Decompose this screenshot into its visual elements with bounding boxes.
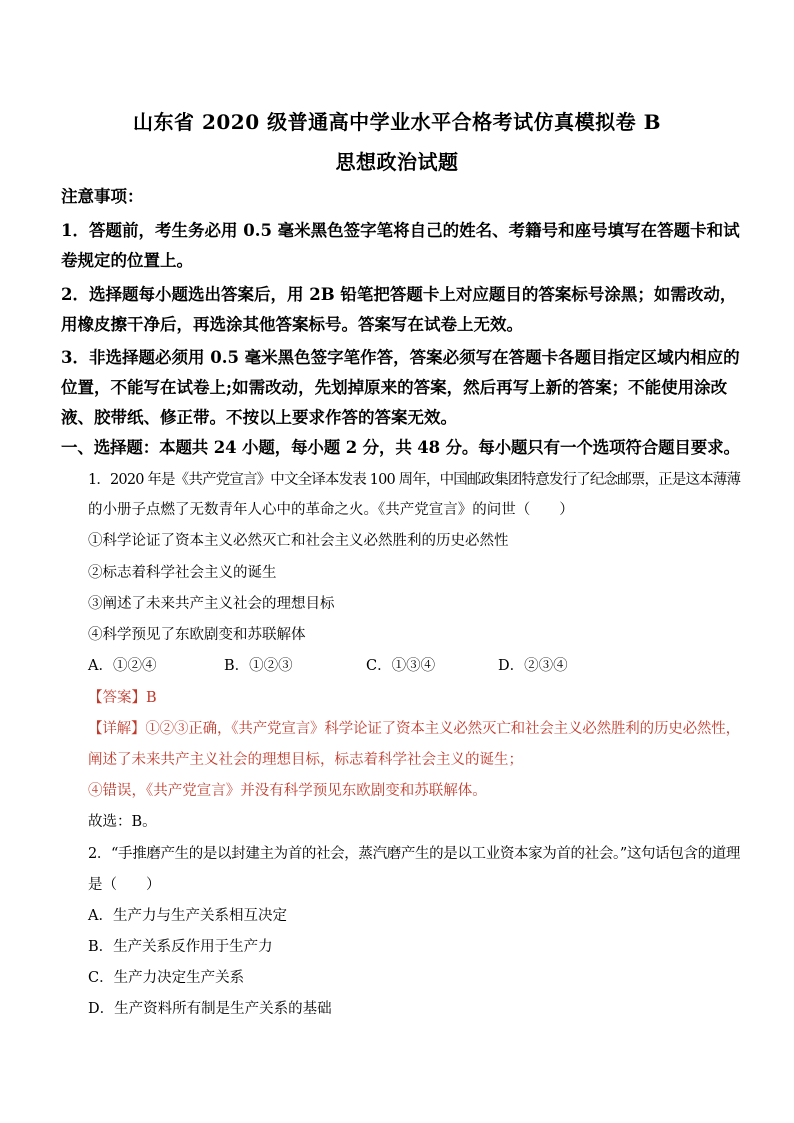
q2-option-c: C．生产力决定生产关系 <box>88 970 245 986</box>
notice-line: 液、胶带纸、修正带。不按以上要求作答的答案无效。 <box>61 408 457 427</box>
notice-line: 3．非选择题必须用 0.5 毫米黑色签字笔作答，答案必须写在答题卡各题目指定区域内相应的 <box>61 348 740 367</box>
q2-option-a: A．生产力与生产关系相互决定 <box>88 908 287 924</box>
q1-explanation: 阐述了未来共产主义社会的理想目标，标志着科学社会主义的诞生； <box>88 752 523 768</box>
q1-stem: 的小册子点燃了无数青年人心中的革命之火。《共产党宣言》的问世（ ） <box>88 502 574 518</box>
q1-option-b: B．①②③ <box>224 658 293 674</box>
section-heading: 一、选择题：本题共 24 小题，每小题 2 分，共 48 分。每小题只有一个选项符合题目要求。 <box>61 438 740 457</box>
q2-stem: 是（ ） <box>88 877 161 893</box>
q1-statement: ①科学论证了资本主义必然灭亡和社会主义必然胜利的历史必然性 <box>88 533 509 549</box>
notice-heading: 注意事项： <box>61 187 144 206</box>
q2-stem: 2．“手推磨产生的是以封建主为首的社会，蒸汽磨产生的是以工业资本家为首的社会。”这句话包含的道理 <box>88 846 741 862</box>
q1-conclusion: 故选：B。 <box>88 814 157 830</box>
notice-line: 卷规定的位置上。 <box>61 251 193 270</box>
exam-subtitle: 思想政治试题 <box>335 150 459 174</box>
q1-answer: 【答案】B <box>88 690 157 706</box>
q1-option-a: A．①②④ <box>88 658 157 674</box>
notice-line: 位置，不能写在试卷上;如需改动，先划掉原来的答案，然后再写上新的答案；不能使用涂改 <box>61 378 728 397</box>
q1-statement: ④科学预见了东欧剧变和苏联解体 <box>88 627 306 643</box>
notice-line: 用橡皮擦干净后，再选涂其他答案标号。答案写在试卷上无效。 <box>61 315 523 334</box>
notice-line: 2．选择题每小题选出答案后，用 2B 铅笔把答题卡上对应题目的答案标号涂黑；如需改动， <box>61 285 737 304</box>
exam-title: 山东省 2020 级普通高中学业水平合格考试仿真模拟卷 B <box>133 110 661 134</box>
q2-option-d: D．生产资料所有制是生产关系的基础 <box>88 1001 332 1017</box>
q1-statement: ③阐述了未来共产主义社会的理想目标 <box>88 596 335 612</box>
q1-option-c: C．①③④ <box>366 658 436 674</box>
q1-explanation: ④错误，《共产党宣言》并没有科学预见东欧剧变和苏联解体。 <box>88 783 487 799</box>
q1-statement: ②标志着科学社会主义的诞生 <box>88 565 277 581</box>
q1-option-d: D．②③④ <box>498 658 568 674</box>
q1-stem: 1．2020 年是《共产党宣言》中文全译本发表 100 周年，中国邮政集团特意发行了纪念邮票，正是这本薄薄 <box>88 472 741 488</box>
notice-line: 1．答题前，考生务必用 0.5 毫米黑色签字笔将自己的姓名、考籍号和座号填写在答题卡和试 <box>61 221 740 240</box>
q2-option-b: B．生产关系反作用于生产力 <box>88 939 273 955</box>
q1-explanation: 【详解】①②③正确，《共产党宣言》科学论证了资本主义必然灭亡和社会主义必然胜利的历史必然性， <box>88 721 740 737</box>
